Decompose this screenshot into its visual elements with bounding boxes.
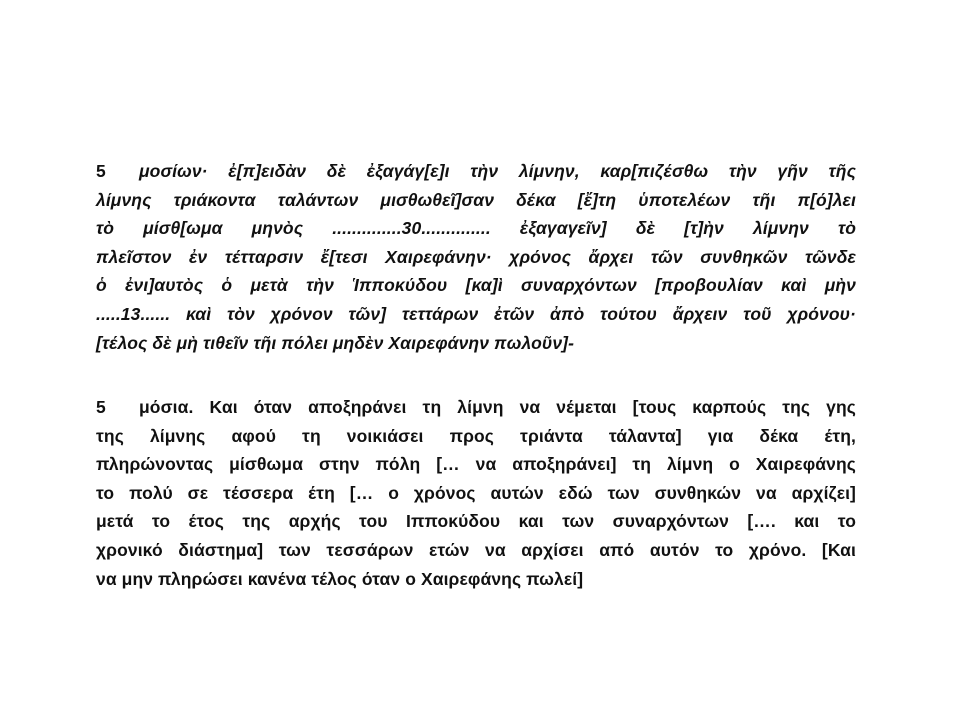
line-text: μοσίων· ἐ[π]ειδὰν δὲ ἐξαγάγ[ε]ι τὴν λίμνην, καρ[πιζέσθω τὴν γῆν τῆς [139,161,856,181]
ancient-greek-text [96,157,856,357]
text-line: πλεῖστον ἐν τέτταρσιν ἔ[τεσι Χαιρεφάνην· χρόνος ἄρχει τῶν συνθηκῶν τῶνδε [96,246,856,267]
text-line: το πολύ σε τέσσερα έτη [… ο χρόνος αυτών εδώ των συνθηκών να αρχίζει] [96,482,856,503]
text-line [96,393,856,422]
text-line: [τέλος δὲ μὴ τιθεῖν τῆι πόλει μηδὲν Χαιρεφάνην πωλοῦν]- [96,332,575,353]
text-line: χρονικό διάστημα] των τεσσάρων ετών να αρχίσει από αυτόν το χρόνο. [Και [96,539,856,560]
text-line: να μην πληρώσει κανένα τέλος όταν ο Χαιρεφάνης πωλεί] [96,568,584,589]
text-line: .....13...... καὶ τὸν χρόνον τῶν] τεττάρων ἐτῶν ἀπὸ τούτου ἄρχειν τοῦ χρόνου· [96,303,856,324]
text-line: λίμνης τριάκοντα ταλάντων μισθωθεῖ]σαν δέκα [ἔ]τη ὑποτελέων τῆι π[ό]λει [96,189,856,210]
text-line [96,157,856,186]
line-number: 5 [96,397,106,417]
text-line: ὁ ἐνι]αυτὸς ὁ μετὰ τὴν Ἱπποκύδου [κα]ὶ συναρχόντων [προβουλίαν καὶ μὴν [96,275,856,296]
line-number: 5 [96,161,106,181]
text-line: τὸ μίσθ[ωμα μηνὸς ..............30.............. ἐξαγαγεῖν] δὲ [τ]ὴν λίμνην τὸ [96,218,856,239]
modern-greek-translation [96,393,856,593]
text-line: μετά το έτος της αρχής του Ιπποκύδου και των συναρχόντων […. και το [96,511,856,532]
text-line: της λίμνης αφού τη νοικιάσει προς τριάντα τάλαντα] για δέκα έτη, [96,425,856,446]
line-text: μόσια. Και όταν αποξηράνει τη λίμνη να νέμεται [τους καρπούς της γης [139,397,856,417]
text-line: πληρώνοντας μίσθωμα στην πόλη [… να αποξηράνει] τη λίμνη ο Χαιρεφάνης [96,454,856,475]
